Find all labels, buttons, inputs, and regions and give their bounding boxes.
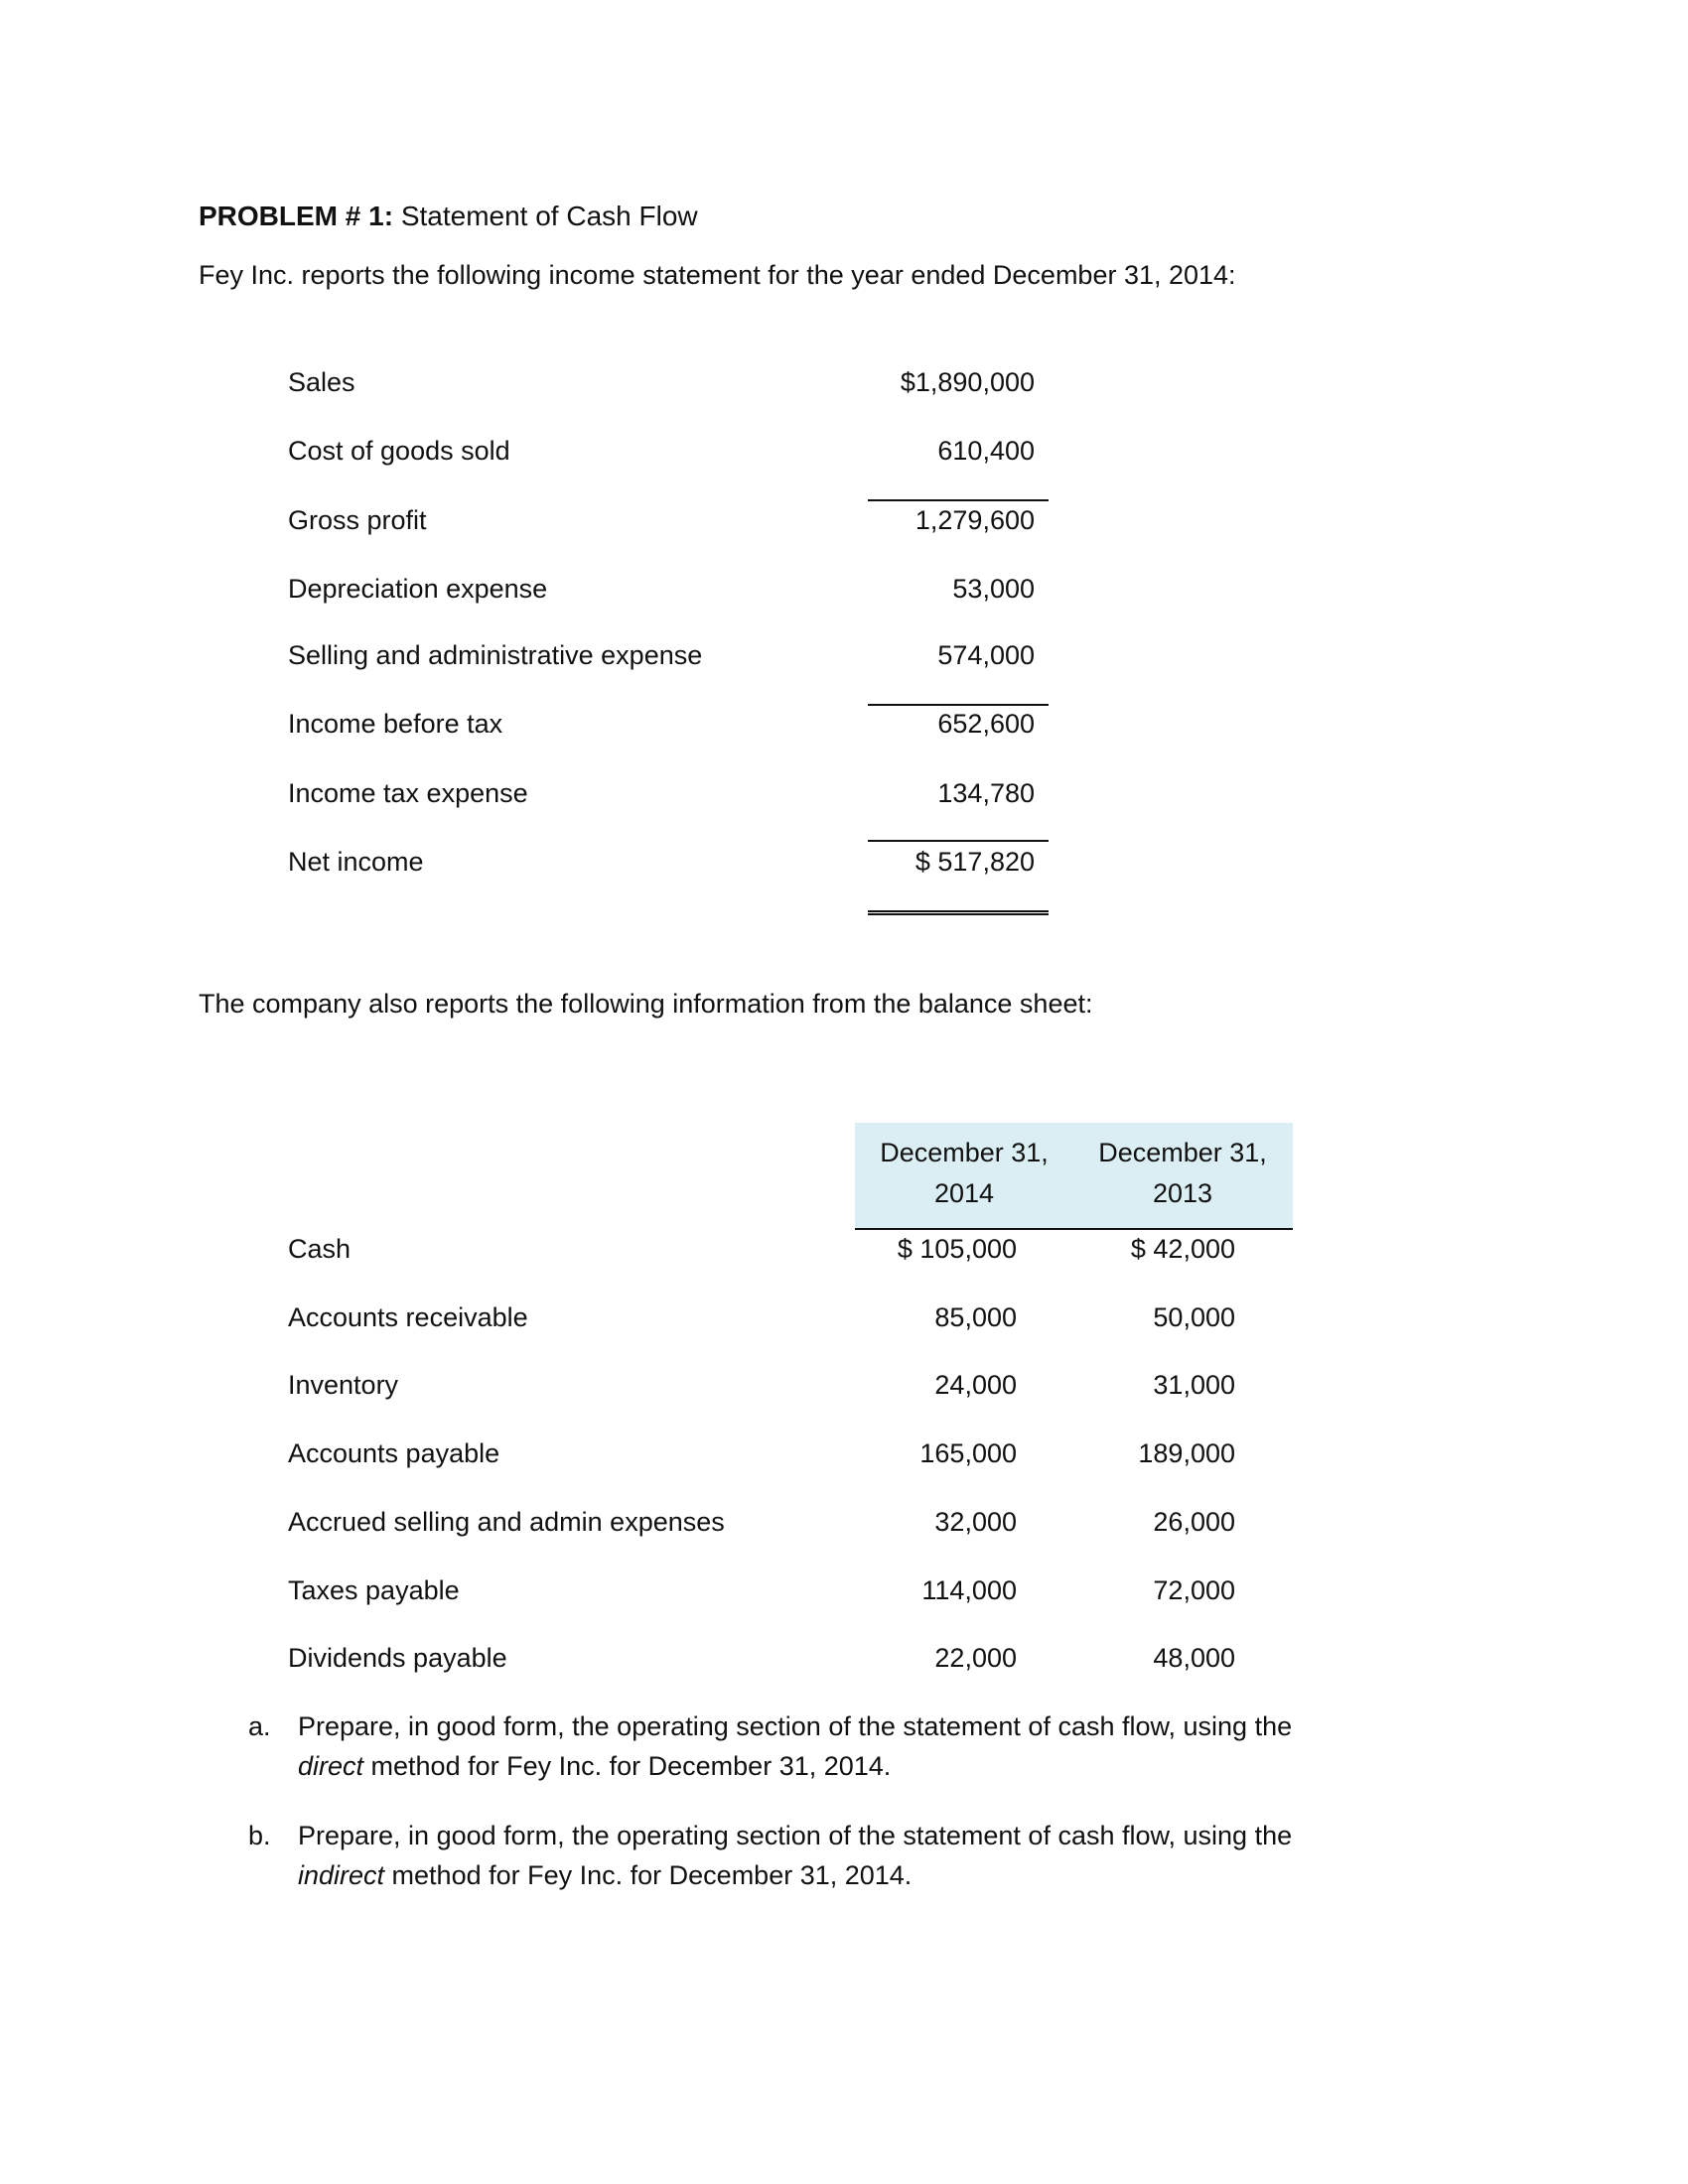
task-line	[298, 1860, 912, 1891]
balance-2014-value: 24,000	[934, 1370, 1017, 1401]
balance-2013-value: 189,000	[1138, 1438, 1235, 1469]
subtotal-rule	[868, 840, 1049, 842]
balance-2014-value: $ 105,000	[897, 1234, 1017, 1264]
task-line-rest: method for Fey Inc. for December 31, 2014.	[384, 1860, 913, 1890]
income-amount: 652,600	[937, 709, 1035, 739]
income-amount: 53,000	[952, 574, 1035, 604]
income-label: Gross profit	[288, 505, 427, 535]
income-amount: 1,279,600	[914, 505, 1035, 535]
total-double-rule	[868, 910, 1049, 915]
task-marker: a.	[248, 1711, 271, 1741]
header-year: 2014	[933, 1178, 995, 1208]
problem-number: PROBLEM # 1:	[199, 201, 394, 231]
income-label: Net income	[288, 847, 424, 877]
balance-intro: The company also reports the following information from the balance sheet:	[199, 989, 1093, 1019]
balance-label: Inventory	[288, 1370, 399, 1401]
balance-label: Accounts payable	[288, 1438, 500, 1469]
balance-label: Cash	[288, 1234, 352, 1264]
balance-label: Taxes payable	[288, 1574, 460, 1605]
balance-2013-value: 50,000	[1153, 1301, 1235, 1332]
balance-header	[855, 1123, 1293, 1230]
balance-2014-value: 22,000	[934, 1643, 1017, 1674]
balance-label: Accrued selling and admin expenses	[288, 1506, 725, 1537]
income-label: Cost of goods sold	[288, 436, 510, 466]
task-marker: b.	[248, 1821, 271, 1850]
income-label: Income before tax	[288, 709, 503, 739]
balance-2013-value: $ 42,000	[1130, 1234, 1235, 1264]
header-year: 2013	[1152, 1178, 1213, 1208]
balance-2013-value: 48,000	[1153, 1643, 1235, 1674]
income-amount: $ 517,820	[914, 847, 1035, 877]
income-amount: 610,400	[937, 436, 1035, 466]
income-amount: $1,890,000	[900, 367, 1035, 397]
header-2013	[1073, 1133, 1292, 1214]
balance-label: Dividends payable	[288, 1643, 507, 1674]
income-label: Income tax expense	[288, 778, 528, 808]
header-line: December 31,	[880, 1138, 1049, 1167]
balance-2013-value: 72,000	[1153, 1574, 1235, 1605]
problem-title	[199, 201, 698, 232]
income-label: Depreciation expense	[288, 574, 548, 604]
subtotal-rule	[868, 499, 1049, 501]
task-line: Prepare, in good form, the operating section of the statement of cash flow, using the	[298, 1711, 1293, 1741]
income-amount: 574,000	[937, 640, 1035, 670]
balance-2014-value: 114,000	[921, 1574, 1017, 1605]
header-line: December 31,	[1098, 1138, 1267, 1167]
balance-2013-value: 31,000	[1153, 1370, 1235, 1401]
balance-label: Accounts receivable	[288, 1301, 528, 1332]
balance-2013-value: 26,000	[1153, 1506, 1235, 1537]
method-name: indirect	[298, 1860, 385, 1890]
method-name: direct	[298, 1751, 364, 1781]
problem-topic: Statement of Cash Flow	[400, 201, 698, 231]
header-2014	[855, 1133, 1073, 1214]
intro-text: Fey Inc. reports the following income statement for the year ended December 31, 2014:	[199, 260, 1236, 290]
subtotal-rule	[868, 704, 1049, 706]
income-label: Sales	[288, 367, 355, 397]
balance-2014-value: 165,000	[919, 1438, 1017, 1469]
task-line: Prepare, in good form, the operating section of the statement of cash flow, using the	[298, 1821, 1293, 1850]
balance-2014-value: 32,000	[934, 1506, 1017, 1537]
income-amount: 134,780	[937, 778, 1035, 808]
task-line	[298, 1751, 891, 1782]
income-label: Selling and administrative expense	[288, 640, 703, 670]
balance-2014-value: 85,000	[934, 1301, 1017, 1332]
task-line-rest: method for Fey Inc. for December 31, 2014.	[363, 1751, 892, 1781]
